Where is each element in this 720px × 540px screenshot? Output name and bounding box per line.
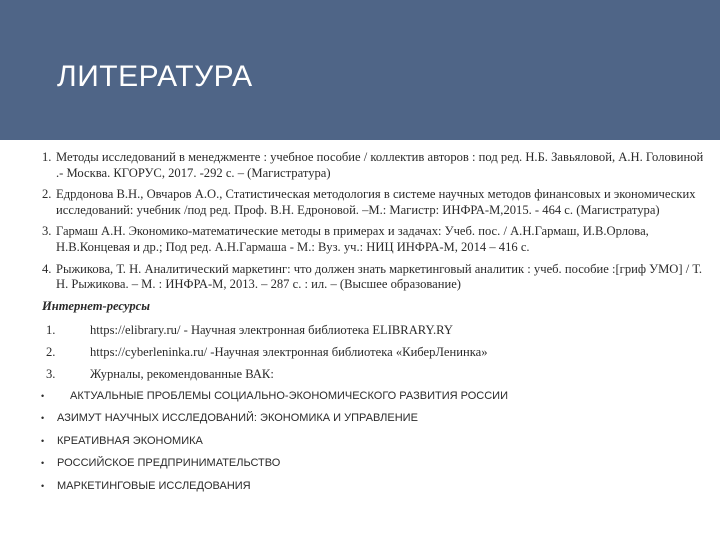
header-banner [0, 0, 720, 140]
reference-list [40, 150, 704, 293]
reference-text: Рыжикова, Т. Н. Аналитический маркетинг: что должен знать маркетинговый аналитик : учеб. пособие :[гриф УМО] / Т. Н. Рыжикова. – М. : ИНФРА-М, 2013. – 287 с. : ил. – (Высшее образование) [56, 261, 702, 292]
reference-number: 4. [42, 261, 52, 276]
bullet-icon: • [41, 480, 45, 491]
internet-resource-item [40, 345, 704, 367]
bullet-icon: • [41, 458, 45, 469]
resource-number: 1. [46, 322, 56, 337]
journal-item [40, 456, 704, 479]
page-title: ЛИТЕРАТУРА [57, 60, 253, 93]
reference-text: Едрдонова В.Н., Овчаров А.О., Статистическая методология в системе научных методов финансовых и экономических исследований: учебник /под ред. Проф. В.Н. Едроновой. –М.: Магистр: ИНФРА-М,2015. - 464 с. (Магистратура) [56, 187, 696, 217]
reference-item [40, 224, 704, 255]
resource-link[interactable]: https://elibrary.ru/ - Научная электронная библиотека ELIBRARY.RY [90, 322, 453, 337]
bullet-icon: • [41, 435, 45, 446]
reference-item [40, 150, 704, 181]
journal-item [40, 479, 704, 502]
reference-number: 1. [42, 150, 52, 164]
journal-name: КРЕАТИВНАЯ ЭКОНОМИКА [57, 434, 203, 447]
resource-number: 2. [46, 344, 56, 359]
internet-resources-heading: Интернет-ресурсы [42, 298, 150, 313]
journal-name: МАРКЕТИНГОВЫЕ ИССЛЕДОВАНИЯ [57, 479, 251, 492]
journal-item [40, 389, 704, 412]
resource-link[interactable]: https://cyberleninka.ru/ -Научная электронная библиотека «КиберЛенинка» [90, 344, 488, 359]
reference-text: Методы исследований в менеджменте : учебное пособие / коллектив авторов : под ред. Н.Б. Завьяловой, А.Н. Головиной .- Москва. КГОРУС, 2017. -292 с. – (Магистратура) [56, 150, 704, 180]
internet-resource-item [40, 367, 704, 389]
reference-item [40, 262, 704, 293]
internet-resource-item [40, 323, 704, 345]
bullet-icon: • [41, 390, 45, 401]
journal-name: АЗИМУТ НАУЧНЫХ ИССЛЕДОВАНИЙ: ЭКОНОМИКА И УПРАВЛЕНИЕ [57, 412, 418, 425]
references-content [40, 150, 704, 501]
reference-number: 2. [42, 187, 52, 202]
resource-number: 3. [46, 366, 56, 381]
journal-name: АКТУАЛЬНЫЕ ПРОБЛЕМЫ СОЦИАЛЬНО-ЭКОНОМИЧЕСКОГО РАЗВИТИЯ РОССИИ [70, 389, 508, 402]
reference-item [40, 187, 704, 218]
reference-number: 3. [42, 224, 52, 239]
journal-item [40, 434, 704, 457]
resource-text: Журналы, рекомендованные ВАК: [90, 366, 274, 381]
journal-name: РОССИЙСКОЕ ПРЕДПРИНИМАТЕЛЬСТВО [57, 457, 281, 470]
reference-text: Гармаш А.Н. Экономико-математические методы в примерах и задачах: Учеб. пос. / А.Н.Гармаш, И.В.Орлова, Н.В.Концевая и др.; Под ред. А.Н.Гармаша - М.: Вуз. уч.: НИЦ ИНФРА-М, 2014 – 416 с. [56, 224, 649, 254]
bullet-icon: • [41, 413, 45, 424]
journal-item [40, 411, 704, 434]
